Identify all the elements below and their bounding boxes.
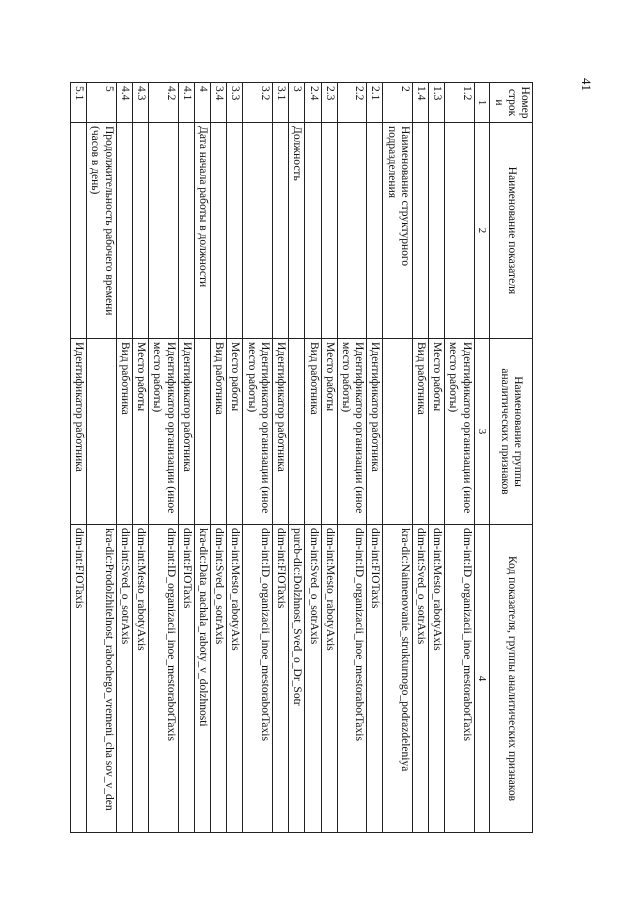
rotated-page-content — [73, 82, 533, 832]
table-row — [87, 83, 116, 833]
group-name-cell: Место работы — [132, 339, 148, 525]
code-cell: dim-int:FIOTaxis — [367, 525, 383, 833]
group-name-cell: Идентификатор работника — [71, 339, 87, 525]
indicator-name-cell — [116, 123, 132, 339]
group-name-cell: Идентификатор работника — [272, 339, 288, 525]
indicator-name-cell — [367, 123, 383, 339]
row-number-cell: 2.4 — [305, 83, 321, 123]
indicator-table — [70, 82, 533, 833]
code-cell: dim-int:ID_organizacii_inoe_mestorabotTaxis — [445, 525, 474, 833]
group-name-cell — [87, 339, 116, 525]
indicator-name-cell — [178, 123, 194, 339]
code-cell: dim-int:FIOTaxis — [272, 525, 288, 833]
indicator-name-cell — [412, 123, 428, 339]
group-name-cell: Вид работника — [210, 339, 226, 525]
row-number-cell: 1.2 — [445, 83, 474, 123]
code-cell: dim-int:ID_organizacii_inoe_mestorabotTaxis — [149, 525, 178, 833]
indicator-name-cell — [305, 123, 321, 339]
table-row — [429, 83, 445, 833]
indicator-name-cell — [210, 123, 226, 339]
code-cell: dim-int:ID_organizacii_inoe_mestorabotTaxis — [337, 525, 366, 833]
row-number-cell: 5.1 — [71, 83, 87, 123]
row-number-cell: 4.1 — [178, 83, 194, 123]
group-name-cell: Идентификатор организации (иное место работы) — [149, 339, 178, 525]
code-cell: dim-int:FIOTaxis — [71, 525, 87, 833]
indicator-name-cell — [71, 123, 87, 339]
indicator-name-cell — [227, 123, 243, 339]
table-row — [289, 83, 305, 833]
code-cell: purcb-dic:Dolzhnost_Sved_o_Dr_Sotr — [289, 525, 305, 833]
table-row — [321, 83, 337, 833]
table-row — [194, 83, 210, 833]
group-name-cell: Место работы — [429, 339, 445, 525]
header-code: Код показателя, группы аналитических признаков — [490, 525, 533, 833]
row-number-cell: 2.3 — [321, 83, 337, 123]
header-indicator-name: Наименование показателя — [490, 123, 533, 339]
row-number-cell: 5 — [87, 83, 116, 123]
row-number-cell: 1.4 — [412, 83, 428, 123]
group-name-cell — [194, 339, 210, 525]
table-row — [227, 83, 243, 833]
row-number-cell: 1.3 — [429, 83, 445, 123]
group-name-cell: Идентификатор организации (иное место работы) — [243, 339, 272, 525]
group-name-cell: Вид работника — [116, 339, 132, 525]
row-number-cell: 4.3 — [132, 83, 148, 123]
column-number: 3 — [474, 339, 490, 525]
header-group-name: Наименование группы аналитических признаков — [490, 339, 533, 525]
row-number-cell: 3.2 — [243, 83, 272, 123]
code-cell: kra-dic:Naimenovanie_strukturnogo_podrazdeleniya — [383, 525, 412, 833]
indicator-name-cell — [243, 123, 272, 339]
table-row — [412, 83, 428, 833]
row-number-cell: 2.1 — [367, 83, 383, 123]
indicator-name-cell — [132, 123, 148, 339]
group-name-cell — [383, 339, 412, 525]
row-number-cell: 3.1 — [272, 83, 288, 123]
column-number: 1 — [474, 83, 490, 123]
indicator-name-cell — [337, 123, 366, 339]
row-number-cell: 4 — [194, 83, 210, 123]
indicator-name-cell — [429, 123, 445, 339]
indicator-name-cell: Наименование структурного подразделения — [383, 123, 412, 339]
page-number: 41 — [579, 78, 594, 91]
table-header-row — [490, 83, 533, 833]
table-row — [149, 83, 178, 833]
group-name-cell: Место работы — [321, 339, 337, 525]
code-cell: dim-int:Mesto_rabotyAxis — [132, 525, 148, 833]
indicator-name-cell — [149, 123, 178, 339]
group-name-cell: Место работы — [227, 339, 243, 525]
row-number-cell: 2 — [383, 83, 412, 123]
group-name-cell: Идентификатор работника — [178, 339, 194, 525]
group-name-cell: Идентификатор работника — [367, 339, 383, 525]
group-name-cell: Вид работника — [412, 339, 428, 525]
indicator-name-cell: Продолжительность рабочего времени (часов в день) — [87, 123, 116, 339]
table-row — [445, 83, 474, 833]
column-number: 2 — [474, 123, 490, 339]
code-cell: dim-int:FIOTaxis — [178, 525, 194, 833]
group-name-cell: Вид работника — [305, 339, 321, 525]
table-row — [178, 83, 194, 833]
table-body — [71, 83, 475, 833]
row-number-cell: 2.2 — [337, 83, 366, 123]
column-number-row — [474, 83, 490, 833]
table-row — [243, 83, 272, 833]
indicator-name-cell — [272, 123, 288, 339]
group-name-cell: Идентификатор организации (иное место работы) — [337, 339, 366, 525]
code-cell: dim-int:ID_organizacii_inoe_mestorabotTaxis — [243, 525, 272, 833]
code-cell: dim-int:Mesto_rabotyAxis — [321, 525, 337, 833]
code-cell: dim-int:Sved_o_sotrAxis — [210, 525, 226, 833]
table-row — [272, 83, 288, 833]
row-number-cell: 3 — [289, 83, 305, 123]
table-row — [71, 83, 87, 833]
table-row — [367, 83, 383, 833]
row-number-cell: 4.4 — [116, 83, 132, 123]
code-cell: dim-int:Sved_o_sotrAxis — [305, 525, 321, 833]
column-number: 4 — [474, 525, 490, 833]
table-row — [210, 83, 226, 833]
table-row — [116, 83, 132, 833]
table-row — [132, 83, 148, 833]
row-number-cell: 4.2 — [149, 83, 178, 123]
code-cell: kra-dic:Data_nachala_raboty_v_dolzhnosti — [194, 525, 210, 833]
code-cell: kra-dic:Prodolzhitelnost_rabochego_vremeni_cha sov_v_den — [87, 525, 116, 833]
table-row — [337, 83, 366, 833]
group-name-cell: Идентификатор организации (иное место работы) — [445, 339, 474, 525]
indicator-name-cell: Дата начала работы в должности — [194, 123, 210, 339]
group-name-cell — [289, 339, 305, 525]
indicator-name-cell: Должность — [289, 123, 305, 339]
table-row — [305, 83, 321, 833]
indicator-name-cell — [445, 123, 474, 339]
code-cell: dim-int:Sved_o_sotrAxis — [412, 525, 428, 833]
code-cell: dim-int:Sved_o_sotrAxis — [116, 525, 132, 833]
row-number-cell: 3.4 — [210, 83, 226, 123]
code-cell: dim-int:Mesto_rabotyAxis — [227, 525, 243, 833]
code-cell: dim-int:Mesto_rabotyAxis — [429, 525, 445, 833]
row-number-cell: 3.3 — [227, 83, 243, 123]
header-row-number: Номер строки — [490, 83, 533, 123]
indicator-name-cell — [321, 123, 337, 339]
table-row — [383, 83, 412, 833]
